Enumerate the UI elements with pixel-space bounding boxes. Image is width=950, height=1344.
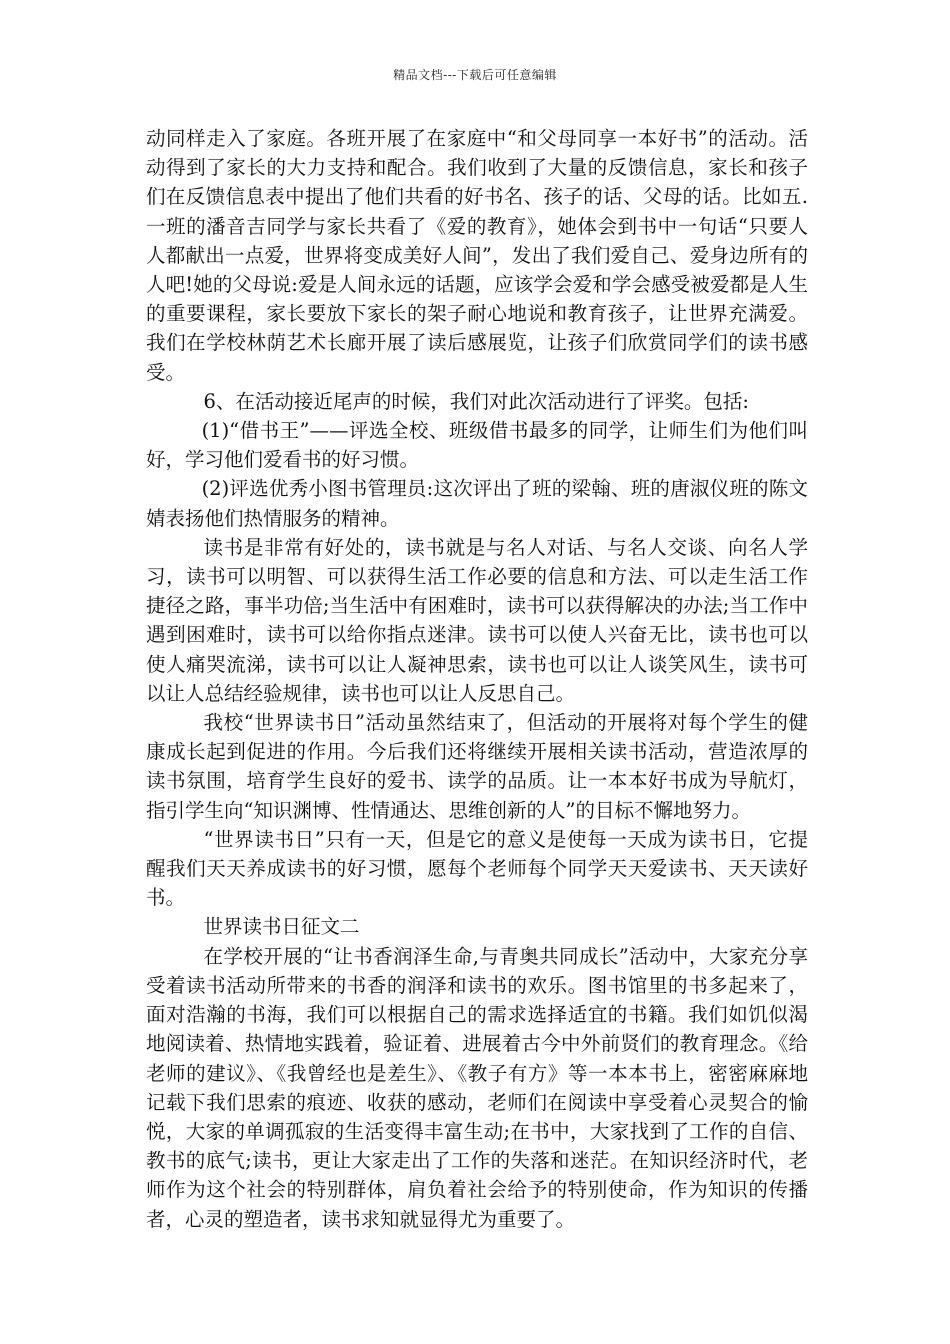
paragraph-award-librarian: (2)评选优秀小图书管理员:这次评出了班的梁翰、班的唐淑仪班的陈文婧表扬他们热情服务的精神。 xyxy=(146,477,808,530)
page-header: 精品文档---下载后可任意编辑 xyxy=(393,68,557,82)
paragraph-essay-two-body: 在学校开展的“让书香润泽生命,与青奥共同成长”活动中，大家充分享受着读书活动所带来的书香的润泽和读书的欢乐。图书馆里的书多起来了，面对浩瀚的书海，我们可以根据自己的需求选择适宜的书籍。我们如饥似渴地阅读着、热情地实践着，验证着、进展着古今中外前贤们的教育理念。《给老师的建议》、《我曾经也是差生》、《教子有方》等一本本书上，密密麻麻地记载下我们思索的痕迹、收获的感动，老师们在阅读中享受着心灵契合的愉悦，大家的单调孤寂的生活变得丰富生动;在书中，大家找到了工作的自信、教书的底气;读书，更让大家走出了工作的失落和迷茫。在知识经济时代，老师作为这个社会的特别群体，肩负着社会给予的特别使命，作为知识的传播者，心灵的塑造者，读书求知就显得尤为重要了。 xyxy=(146,944,808,1231)
paragraph-awards-intro: 6、在活动接近尾声的时候，我们对此次活动进行了评奖。包括: xyxy=(203,389,749,413)
paragraph-reading-day-meaning: “世界读书日”只有一天，但是它的意义是使每一天成为读书日，它提醒我们天天养成读书的好习惯，愿每个老师每个同学天天爱读书、天天读好书。 xyxy=(146,827,808,910)
section-title-essay-two: 世界读书日征文二 xyxy=(203,915,360,939)
paragraph-award-borrow-king: (1)“借书王”——评选全校、班级借书最多的同学，让师生们为他们叫好，学习他们爱看书的好习惯。 xyxy=(146,419,808,472)
paragraph-family-reading: 动同样走入了家庭。各班开展了在家庭中“和父母同享一本好书”的活动。活动得到了家长的大力支持和配合。我们收到了大量的反馈信息，家长和孩子们在反馈信息表中提出了他们共看的好书名、孩子的话、父母的话。比如五.一班的潘音吉同学与家长共看了《爱的教育》，她体会到书中一句话“只要人人都献出一点爱，世界将变成美好人间”，发出了我们爱自己、爱身边所有的人吧!她的父母说:爱是人间永远的话题，应该学会爱和学会感受被爱都是人生的重要课程，家长要放下家长的架子耐心地说和教育孩子，让世界充满爱。我们在学校林荫艺术长廊开展了读后感展览，让孩子们欣赏同学们的读书感受。 xyxy=(146,127,808,384)
paragraph-reading-benefits: 读书是非常有好处的，读书就是与名人对话、与名人交谈、向名人学习，读书可以明智、可以获得生活工作必要的信息和方法、可以走生活工作捷径之路，事半功倍;当生活中有困难时，读书可以获得解决的办法;当工作中遇到困难时，读书可以给你指点迷津。读书可以使人兴奋无比，读书也可以使人痛哭流涕，读书可以让人凝神思索，读书也可以让人谈笑风生，读书可以让人总结经验规律，读书也可以让人反思自己。 xyxy=(146,535,808,705)
paragraph-activity-conclusion: 我校“世界读书日”活动虽然结束了，但活动的开展将对每个学生的健康成长起到促进的作用。今后我们还将继续开展相关读书活动，营造浓厚的读书氛围，培育学生良好的爱书、读学的品质。让一本本好书成为导航灯，指引学生向“知识渊博、性情通达、思维创新的人”的目标不懈地努力。 xyxy=(146,711,808,822)
document-body xyxy=(146,124,808,1234)
